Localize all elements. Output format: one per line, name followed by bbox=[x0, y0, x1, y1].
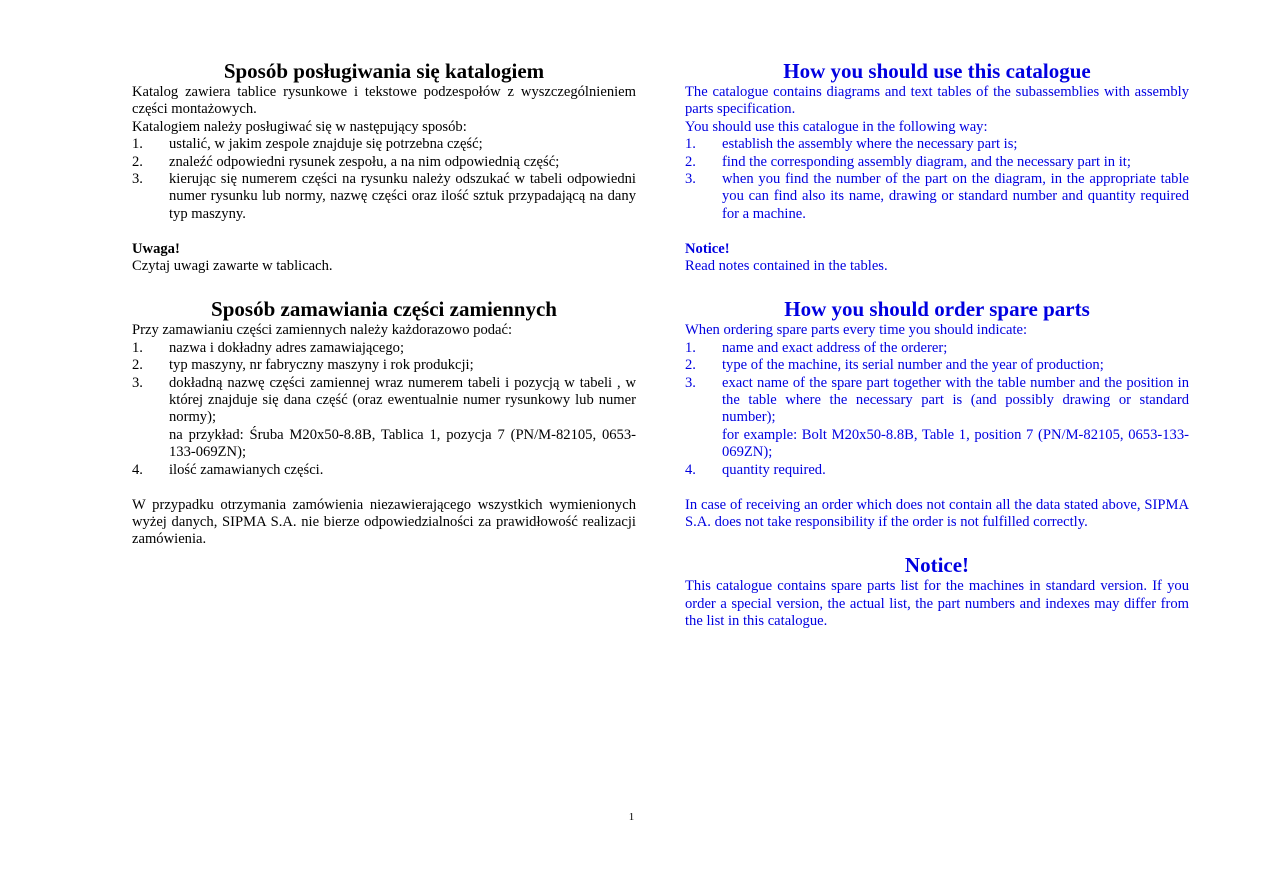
en-final-notice-title: Notice! bbox=[904, 553, 970, 578]
list-item bbox=[132, 171, 636, 223]
list-number: 2. bbox=[685, 153, 696, 170]
list-text: find the corresponding assembly diagram, and the necessary part in it; bbox=[722, 153, 1131, 170]
list-text: nazwa i dokładny adres zamawiającego; bbox=[169, 339, 405, 356]
list-item bbox=[685, 171, 1189, 223]
list-item bbox=[685, 340, 1189, 357]
list-item bbox=[132, 375, 636, 462]
list-number: 3. bbox=[132, 171, 143, 188]
list-item bbox=[685, 154, 1189, 171]
list-item bbox=[132, 357, 636, 374]
pl-notice-text: Czytaj uwagi zawarte w tablicach. bbox=[132, 258, 333, 275]
list-item bbox=[685, 136, 1189, 153]
list-number: 3. bbox=[132, 374, 143, 391]
en-final-notice-text: This catalogue contains spare parts list for the machines in standard version. If you order a special version, the actual list, the part numbers and indexes may differ from the list in this catalogue. bbox=[685, 578, 1189, 630]
pl-order-items bbox=[132, 340, 636, 479]
pl-usage-title: Sposób posługiwania się katalogiem bbox=[223, 59, 545, 83]
list-number: 2. bbox=[132, 153, 143, 170]
page-number: 1 bbox=[628, 811, 635, 823]
en-usage-intro: The catalogue contains diagrams and text tables of the subassemblies with assembly parts specification. bbox=[685, 84, 1189, 118]
list-item bbox=[132, 154, 636, 171]
en-usage-steps bbox=[685, 136, 1189, 223]
pl-order-title: Sposób zamawiania części zamiennych bbox=[211, 297, 557, 322]
en-disclaimer: In case of receiving an order which does not contain all the data stated above, SIPMA S.A. does not take responsibility if the order is not fulfilled correctly. bbox=[685, 496, 1189, 530]
pl-usage-intro: Katalog zawiera tablice rysunkowe i tekstowe podzespołów z wyszczególnieniem części montażowych. bbox=[132, 84, 636, 118]
list-item bbox=[685, 375, 1189, 462]
list-text: dokładną nazwę części zamiennej wraz numerem tabeli i pozycją w tabeli , w której znajduje się dana część (oraz ewentualnie numer rysunkowy lub numer normy); bbox=[169, 374, 636, 426]
list-text: when you find the number of the part on the diagram, in the appropriate table you can find also its name, drawing or standard number and quantity required for a machine. bbox=[722, 171, 1189, 222]
list-item bbox=[132, 340, 636, 357]
pl-disclaimer: W przypadku otrzymania zamówienia niezawierającego wszystkich wymienionych wyżej danych, SIPMA S.A. nie bierze odpowiedzialności za prawidłowość realizacji zamówienia. bbox=[132, 496, 636, 548]
en-usage-title: How you should use this catalogue bbox=[783, 59, 1091, 83]
list-number: 1. bbox=[132, 339, 143, 356]
en-notice-text: Read notes contained in the tables. bbox=[685, 258, 888, 275]
list-text: ustalić, w jakim zespole znajduje się potrzebna część; bbox=[169, 136, 483, 153]
list-text: establish the assembly where the necessary part is; bbox=[722, 136, 1018, 153]
list-example: for example: Bolt M20x50-8.8B, Table 1, position 7 (PN/M-82105, 0653-133-069ZN); bbox=[722, 426, 1189, 461]
list-text: znaleźć odpowiedni rysunek zespołu, a na nim odpowiednią część; bbox=[169, 153, 560, 170]
list-item bbox=[132, 462, 636, 479]
pl-order-intro: Przy zamawianiu części zamiennych należy każdorazowo podać: bbox=[132, 322, 513, 339]
list-text: kierując się numerem części na rysunku należy odszukać w tabeli odpowiedni numer rysunku lub normy, nazwę części oraz ilość sztuk przypadającą na dany typ maszyny. bbox=[169, 171, 636, 222]
pl-usage-steps bbox=[132, 136, 636, 223]
list-number: 3. bbox=[685, 171, 696, 188]
list-text: typ maszyny, nr fabryczny maszyny i rok produkcji; bbox=[169, 357, 474, 374]
list-number: 4. bbox=[132, 461, 143, 478]
list-number: 1. bbox=[685, 136, 696, 153]
pl-usage-how: Katalogiem należy posługiwać się w następujący sposób: bbox=[132, 118, 467, 135]
list-text: exact name of the spare part together with the table number and the position in the table where the necessary part is (and possibly drawing or standard number); bbox=[722, 374, 1189, 426]
list-number: 4. bbox=[685, 461, 696, 478]
en-usage-how: You should use this catalogue in the following way: bbox=[685, 118, 988, 135]
list-text: quantity required. bbox=[722, 461, 826, 478]
list-number: 3. bbox=[685, 374, 696, 391]
list-example: na przykład: Śruba M20x50-8.8B, Tablica 1, pozycja 7 (PN/M-82105, 0653-133-069ZN); bbox=[169, 426, 636, 461]
en-notice-title: Notice! bbox=[685, 240, 730, 257]
list-item bbox=[685, 462, 1189, 479]
en-order-items bbox=[685, 340, 1189, 479]
list-number: 1. bbox=[132, 136, 143, 153]
list-number: 1. bbox=[685, 339, 696, 356]
list-item bbox=[132, 136, 636, 153]
en-order-title: How you should order spare parts bbox=[784, 297, 1090, 322]
list-text: type of the machine, its serial number and the year of production; bbox=[722, 357, 1104, 374]
list-number: 2. bbox=[685, 357, 696, 374]
pl-notice-title: Uwaga! bbox=[132, 240, 180, 257]
list-text: name and exact address of the orderer; bbox=[722, 339, 948, 356]
en-order-intro: When ordering spare parts every time you should indicate: bbox=[685, 322, 1028, 339]
polish-column bbox=[132, 58, 636, 549]
list-text: ilość zamawianych części. bbox=[169, 461, 324, 478]
list-number: 2. bbox=[132, 357, 143, 374]
english-column bbox=[685, 58, 1189, 631]
list-item bbox=[685, 357, 1189, 374]
